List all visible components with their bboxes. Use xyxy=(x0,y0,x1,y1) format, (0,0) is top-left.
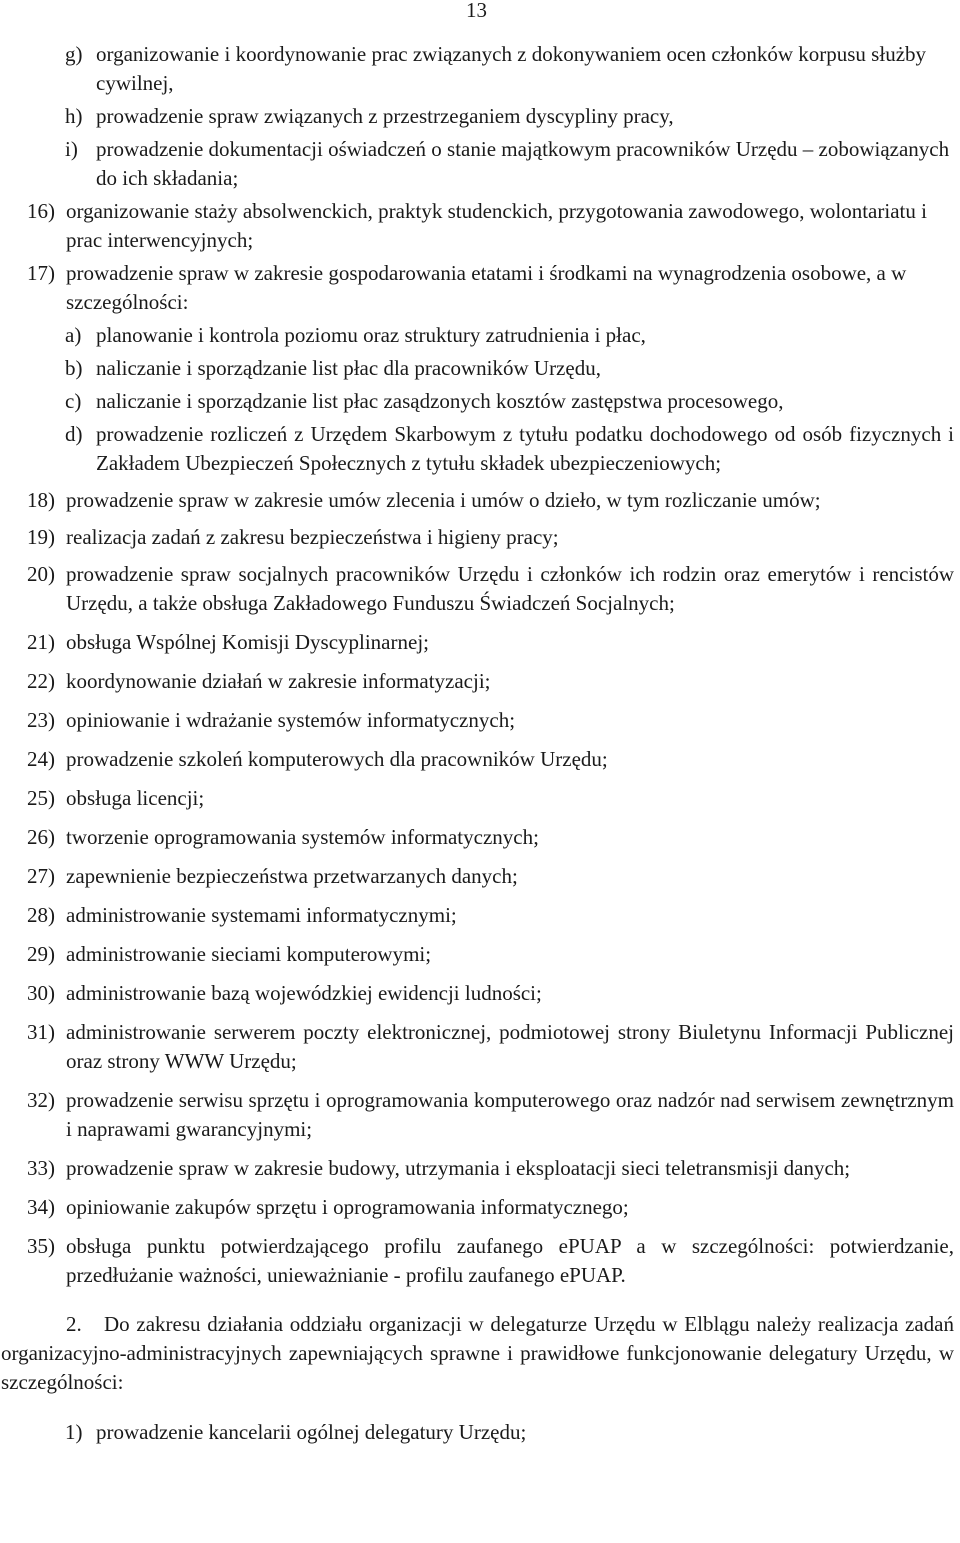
item-text: obsługa Wspólnej Komisji Dyscyplinarnej; xyxy=(66,630,429,654)
item-text: administrowanie sieciami komputerowymi; xyxy=(66,942,432,966)
item-label: 24) xyxy=(27,747,55,771)
item-label: 23) xyxy=(27,708,55,732)
list-item-17 xyxy=(0,259,960,317)
list-item-29 xyxy=(0,940,960,969)
item-label: 20) xyxy=(27,562,55,586)
item-text: prowadzenie dokumentacji oświadczeń o stanie majątkowym pracowników Urzędu – zobowiązanych do ich składania; xyxy=(96,137,950,190)
list-item-c xyxy=(0,387,960,416)
item-label: 28) xyxy=(27,903,55,927)
item-label: 34) xyxy=(27,1195,55,1219)
item-text: prowadzenie spraw socjalnych pracowników Urzędu i członków ich rodzin oraz emerytów i rencistów Urzędu, a także obsługa Zakładowego Funduszu Świadczeń Socjalnych; xyxy=(66,562,954,615)
item-text: zapewnienie bezpieczeństwa przetwarzanych danych; xyxy=(66,864,518,888)
list-item-21 xyxy=(0,628,960,657)
item-label: 17) xyxy=(27,261,55,285)
list-item-25 xyxy=(0,784,960,813)
item-text: prowadzenie spraw związanych z przestrzeganiem dyscypliny pracy, xyxy=(96,104,674,128)
list-item-30 xyxy=(0,979,960,1008)
list-item-32 xyxy=(0,1086,960,1144)
list-item-h xyxy=(0,102,960,131)
item-text: tworzenie oprogramowania systemów informatycznych; xyxy=(66,825,539,849)
list-item-g xyxy=(0,40,960,98)
item-label: a) xyxy=(65,323,82,347)
item-text: koordynowanie działań w zakresie informatyzacji; xyxy=(66,669,491,693)
item-label: g) xyxy=(65,42,83,66)
list-item-24 xyxy=(0,745,960,774)
paragraph-number: 2. xyxy=(66,1312,82,1336)
item-label: i) xyxy=(65,137,78,161)
list-item-19 xyxy=(0,523,960,552)
item-text: prowadzenie rozliczeń z Urzędem Skarbowym z tytułu podatku dochodowego od osób fizycznych i Zakładem Ubezpieczeń Społecznych z tytułu składek ubezpieczeniowych; xyxy=(96,422,954,475)
item-text: administrowanie systemami informatycznymi; xyxy=(66,903,457,927)
list-item-22 xyxy=(0,667,960,696)
item-label: d) xyxy=(65,422,83,446)
item-text: naliczanie i sporządzanie list płac zasądzonych kosztów zastępstwa procesowego, xyxy=(96,389,784,413)
item-label: 18) xyxy=(27,488,55,512)
item-label: 21) xyxy=(27,630,55,654)
item-text: naliczanie i sporządzanie list płac dla pracowników Urzędu, xyxy=(96,356,601,380)
item-text: prowadzenie kancelarii ogólnej delegatury Urzędu; xyxy=(96,1420,527,1444)
document-body xyxy=(0,40,960,1447)
item-label: 35) xyxy=(27,1234,55,1258)
list-item-34 xyxy=(0,1193,960,1222)
item-text: organizowanie i koordynowanie prac związanych z dokonywaniem ocen członków korpusu służby cywilnej, xyxy=(96,42,927,95)
list-item-26 xyxy=(0,823,960,852)
item-text: prowadzenie spraw w zakresie gospodarowania etatami i środkami na wynagrodzenia osobowe, a w szczególności: xyxy=(66,261,907,314)
item-label: 16) xyxy=(27,199,55,223)
item-text: prowadzenie serwisu sprzętu i oprogramowania komputerowego oraz nadzór nad serwisem zewnętrznym i naprawami gwarancyjnymi; xyxy=(66,1088,954,1141)
item-text: planowanie i kontrola poziomu oraz struktury zatrudnienia i płac, xyxy=(96,323,646,347)
item-text: obsługa licencji; xyxy=(66,786,205,810)
item-label: 25) xyxy=(27,786,55,810)
list-item-d xyxy=(0,420,960,478)
list-item-23 xyxy=(0,706,960,735)
list-item-b xyxy=(0,354,960,383)
item-text: prowadzenie spraw w zakresie umów zlecenia i umów o dzieło, w tym rozliczanie umów; xyxy=(66,488,821,512)
list-item-27 xyxy=(0,862,960,891)
list-item-20 xyxy=(0,560,960,618)
list-item-16 xyxy=(0,197,960,255)
list-item-31 xyxy=(0,1018,960,1076)
item-label: 22) xyxy=(27,669,55,693)
list-item-a xyxy=(0,321,960,350)
item-text: obsługa punktu potwierdzającego profilu zaufanego ePUAP a w szczególności: potwierdzanie, przedłużanie ważności, unieważnianie - profilu zaufanego ePUAP. xyxy=(66,1234,954,1287)
page-number: 13 xyxy=(466,0,487,22)
item-text: prowadzenie spraw w zakresie budowy, utrzymania i eksploatacji sieci teletransmisji danych; xyxy=(66,1156,851,1180)
item-label: b) xyxy=(65,356,83,380)
item-label: 32) xyxy=(27,1088,55,1112)
list-item-35 xyxy=(0,1232,960,1290)
list-item-18 xyxy=(0,486,960,515)
item-label: 26) xyxy=(27,825,55,849)
paragraph-text: Do zakresu działania oddziału organizacji w delegaturze Urzędu w Elblągu należy realizacja zadań organizacyjno-administracyjnych zapewniających sprawne i prawidłowe funkcjonowanie delegatury Urzędu, w szczególności: xyxy=(1,1312,954,1394)
item-text: opiniowanie i wdrażanie systemów informatycznych; xyxy=(66,708,516,732)
item-label: 27) xyxy=(27,864,55,888)
item-label: c) xyxy=(65,389,82,413)
item-label: 31) xyxy=(27,1020,55,1044)
item-text: administrowanie bazą wojewódzkiej ewidencji ludności; xyxy=(66,981,542,1005)
item-text: realizacja zadań z zakresu bezpieczeństwa i higieny pracy; xyxy=(66,525,559,549)
item-text: administrowanie serwerem poczty elektronicznej, podmiotowej strony Biuletynu Informacji Publicznej oraz strony WWW Urzędu; xyxy=(66,1020,954,1073)
list-item-1 xyxy=(0,1418,960,1447)
item-label: 30) xyxy=(27,981,55,1005)
item-label: 1) xyxy=(65,1420,83,1444)
item-text: opiniowanie zakupów sprzętu i oprogramowania informatycznego; xyxy=(66,1195,629,1219)
section-paragraph xyxy=(1,1310,954,1397)
item-label: h) xyxy=(65,104,83,128)
list-item-28 xyxy=(0,901,960,930)
list-item-i xyxy=(0,135,960,193)
item-label: 19) xyxy=(27,525,55,549)
item-label: 33) xyxy=(27,1156,55,1180)
item-text: organizowanie staży absolwenckich, praktyk studenckich, przygotowania zawodowego, wolontariatu i prac interwencyjnych; xyxy=(66,199,927,252)
item-text: prowadzenie szkoleń komputerowych dla pracowników Urzędu; xyxy=(66,747,608,771)
list-item-33 xyxy=(0,1154,960,1183)
item-label: 29) xyxy=(27,942,55,966)
